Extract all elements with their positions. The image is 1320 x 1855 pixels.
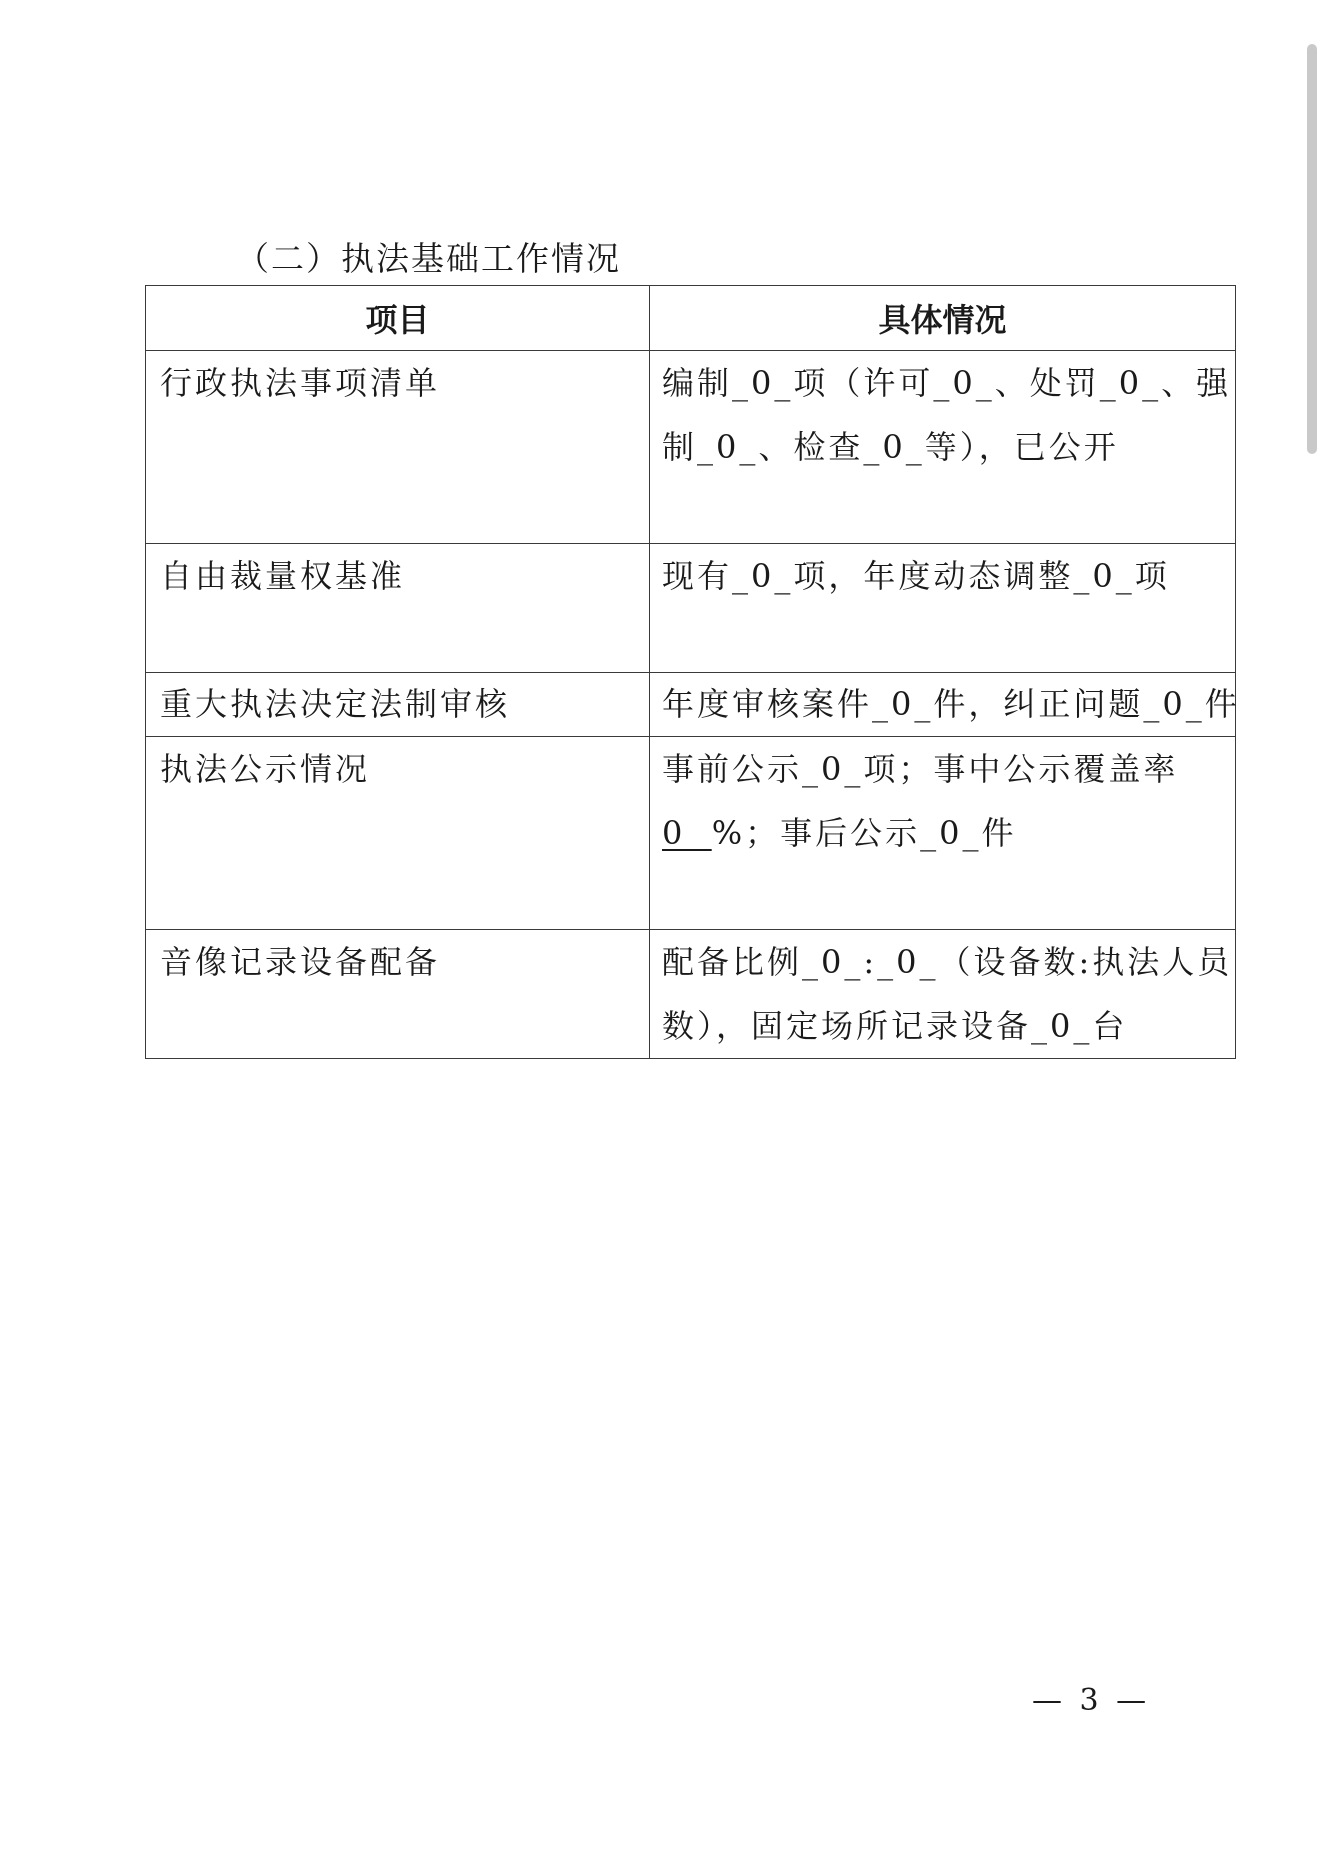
table-header-row [146,286,1236,351]
table-row [146,737,1236,930]
detail-cell [650,673,1240,737]
detail-cell [650,737,1236,930]
column-header-item: 项目 [146,286,650,351]
item-label: 行政执法事项清单 [160,364,441,402]
detail-line: 事前公示_0_项；事中公示覆盖率 [662,750,1179,788]
item-cell [146,930,650,1059]
item-cell [146,544,650,673]
vertical-scrollbar[interactable] [1302,0,1320,1855]
table-row [146,544,1236,673]
detail-line: 制_0_、检查_0_等），已公开 [662,428,1119,466]
item-label: 音像记录设备配备 [160,943,441,981]
table-row [146,351,1236,544]
item-cell [146,737,650,930]
item-label: 自由裁量权基准 [160,557,406,595]
table-row [146,930,1236,1059]
underlined-blank: 0 [662,814,712,852]
detail-line: 配备比例_0_:_0_（设备数:执法人员 [662,943,1233,981]
detail-line: 现有_0_项，年度动态调整_0_项 [662,557,1170,595]
item-label: 重大执法决定法制审核 [160,685,511,723]
table-row [146,673,1236,737]
detail-cell [650,930,1236,1059]
item-label: 执法公示情况 [160,750,371,788]
detail-line: 编制_0_项（许可_0_、处罚_0_、强 [662,364,1232,402]
item-cell [146,351,650,544]
item-cell [146,673,650,737]
detail-line: 数），固定场所记录设备_0_台 [662,1007,1128,1045]
scrollbar-thumb[interactable] [1307,44,1317,454]
column-header-detail: 具体情况 [650,286,1236,351]
law-enforcement-basics-table [145,285,1240,1059]
section-heading: （二）执法基础工作情况 [236,239,621,278]
detail-line: 年度审核案件_0_件，纠正问题_0_件 [662,685,1240,723]
detail-cell [650,351,1236,544]
detail-cell [650,544,1236,673]
page-number: — 3 — [1032,1683,1151,1718]
detail-line-underlined-value: 0 %；事后公示_0_件 [662,814,1017,852]
